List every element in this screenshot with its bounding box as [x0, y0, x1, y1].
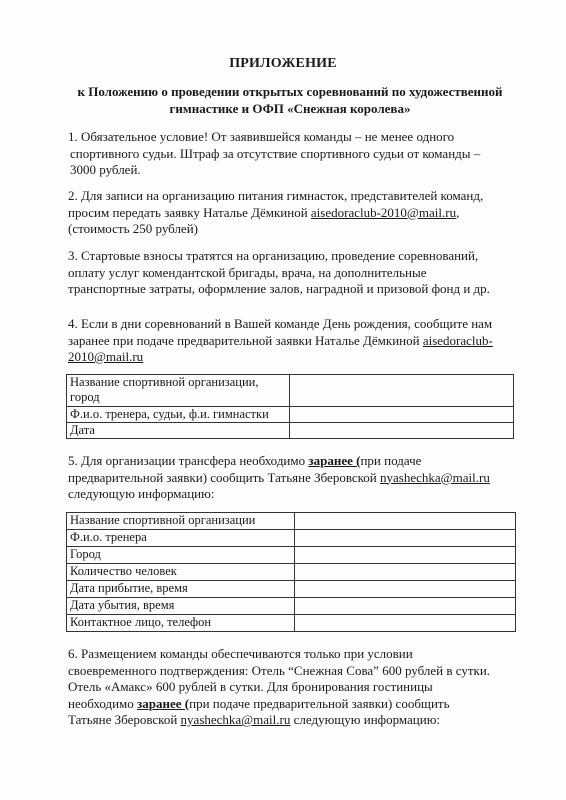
table-row — [67, 581, 516, 598]
paragraph-3 — [68, 248, 520, 298]
p2-line-2 — [68, 205, 520, 222]
p5-line-1-end: при подаче — [360, 453, 422, 468]
p3-line-3: транспортные затраты, оформление залов, наградной и призовой фонд и др. — [68, 281, 490, 296]
table-cell-value[interactable] — [289, 407, 513, 423]
paragraph-1 — [68, 129, 520, 179]
p2-line-1: 2. Для записи на организацию питания гимнасток, представителей команд, — [68, 188, 484, 203]
table-cell-value[interactable] — [294, 581, 515, 598]
p3-line-1: 3. Стартовые взносы тратятся на организацию, проведение соревнований, — [68, 248, 479, 263]
email-link-nyashechka-2[interactable]: nyashechka@mail.ru — [180, 712, 291, 727]
row-label: город — [70, 390, 100, 404]
p4-line-1: 4. Если в дни соревнований в Вашей команде День рождения, сообщите нам — [68, 316, 493, 331]
p6-line-2: своевременного подтверждения: Отель “Снежная Сова” 600 рублей в сутки. — [68, 662, 491, 678]
table-cell-value[interactable] — [294, 564, 515, 581]
p1-line-1: 1. Обязательное условие! От заявившейся команды – не менее одного — [68, 129, 455, 144]
email-link-aisedora-part1[interactable]: aisedoraclub- — [422, 332, 493, 348]
document-title: ПРИЛОЖЕНИЕ — [229, 56, 337, 71]
table-row — [67, 407, 514, 423]
table-row — [67, 513, 516, 530]
table-row — [67, 375, 514, 407]
row-label: Дата — [70, 423, 95, 437]
row-label: Количество человек — [67, 564, 295, 581]
p6-line-5-text: Татьяне Зберовской — [68, 712, 181, 727]
table-cell-value[interactable] — [294, 547, 515, 564]
p6-emphasis: заранее ( — [137, 695, 190, 711]
row-label: Контактное лицо, телефон — [67, 615, 295, 632]
p6-line-4 — [68, 696, 520, 713]
paragraph-4 — [68, 316, 520, 366]
p6-line-3: Отель «Амакс» 600 рублей в сутки. Для бронирования гостиницы — [68, 679, 433, 694]
p6-line-5 — [68, 712, 520, 729]
table-cell-label — [67, 407, 290, 423]
p4-line-2 — [68, 333, 520, 350]
p2-line-3: (стоимость 250 рублей) — [68, 221, 198, 236]
p1-line-3: 3000 рублей. — [70, 162, 141, 177]
email-link-aisedora[interactable]: aisedoraclub-2010@mail.ru — [310, 204, 457, 220]
table-row — [67, 530, 516, 547]
p5-emphasis: заранее ( — [308, 453, 361, 468]
row-label: Дата убытия, время — [67, 598, 295, 615]
subtitle-line-1: к Положению о проведении открытых соревнований по художественной — [77, 84, 503, 99]
p5-line-1-text: 5. Для организации трансфера необходимо — [68, 453, 309, 468]
table-cell-value[interactable] — [294, 513, 515, 530]
table-cell-value[interactable] — [289, 375, 513, 407]
table-cell-value[interactable] — [294, 598, 515, 615]
document-subtitle — [60, 83, 520, 117]
p1-line-2: спортивного судьи. Штраф за отсутствие спортивного судьи от команды – — [70, 145, 481, 161]
p5-line-2 — [68, 470, 520, 487]
table-row — [67, 615, 516, 632]
p6-line-4-end: при подаче предварительной заявки) сообщить — [189, 695, 450, 711]
row-label: Название спортивной организации — [67, 513, 295, 530]
table-row — [67, 423, 514, 439]
paragraph-2 — [68, 188, 520, 238]
table-cell-value[interactable] — [294, 530, 515, 547]
paragraph-6 — [68, 646, 520, 729]
p6-line-1: 6. Размещением команды обеспечиваются только при условии — [68, 646, 413, 661]
registration-table — [66, 374, 514, 439]
row-label: Название спортивной организации, — [70, 375, 259, 389]
table-cell-value[interactable] — [294, 615, 515, 632]
p2-line-2-text: просим передать заявку Наталье Дёмкиной — [68, 204, 311, 220]
table-cell-value[interactable] — [289, 423, 513, 439]
row-label: Дата прибытие, время — [67, 581, 295, 598]
table-row — [67, 598, 516, 615]
p3-line-2: оплату услуг комендантской бригады, врача, на дополнительные — [68, 264, 427, 280]
p5-line-2-text: предварительной заявки) сообщить Татьяне Зберовской — [68, 469, 381, 485]
p2-line-2-end: , — [456, 204, 460, 220]
p5-line-1 — [68, 453, 520, 470]
row-label: Ф.и.о. тренера — [67, 530, 295, 547]
email-link-nyashechka[interactable]: nyashechka@mail.ru — [380, 469, 490, 485]
p6-line-5-end: следующую информацию: — [290, 712, 441, 727]
table-row — [67, 547, 516, 564]
paragraph-5 — [68, 453, 520, 503]
row-label: Ф.и.о. тренера, судьи, ф.и. гимнастки — [70, 407, 269, 421]
row-label: Город — [67, 547, 295, 564]
p4-line-2-text: заранее при подаче предварительной заявки Наталье Дёмкиной — [68, 332, 423, 348]
p5-line-3: следующую информацию: — [68, 486, 215, 501]
p6-line-4-text: необходимо — [68, 695, 138, 711]
email-link-aisedora-part2[interactable]: 2010@mail.ru — [68, 349, 144, 364]
subtitle-line-2: гимнастике и ОФП «Снежная королева» — [169, 101, 411, 116]
table-row — [67, 564, 516, 581]
transfer-table — [66, 512, 516, 632]
table-cell-label — [67, 375, 290, 407]
table-cell-label — [67, 423, 290, 439]
